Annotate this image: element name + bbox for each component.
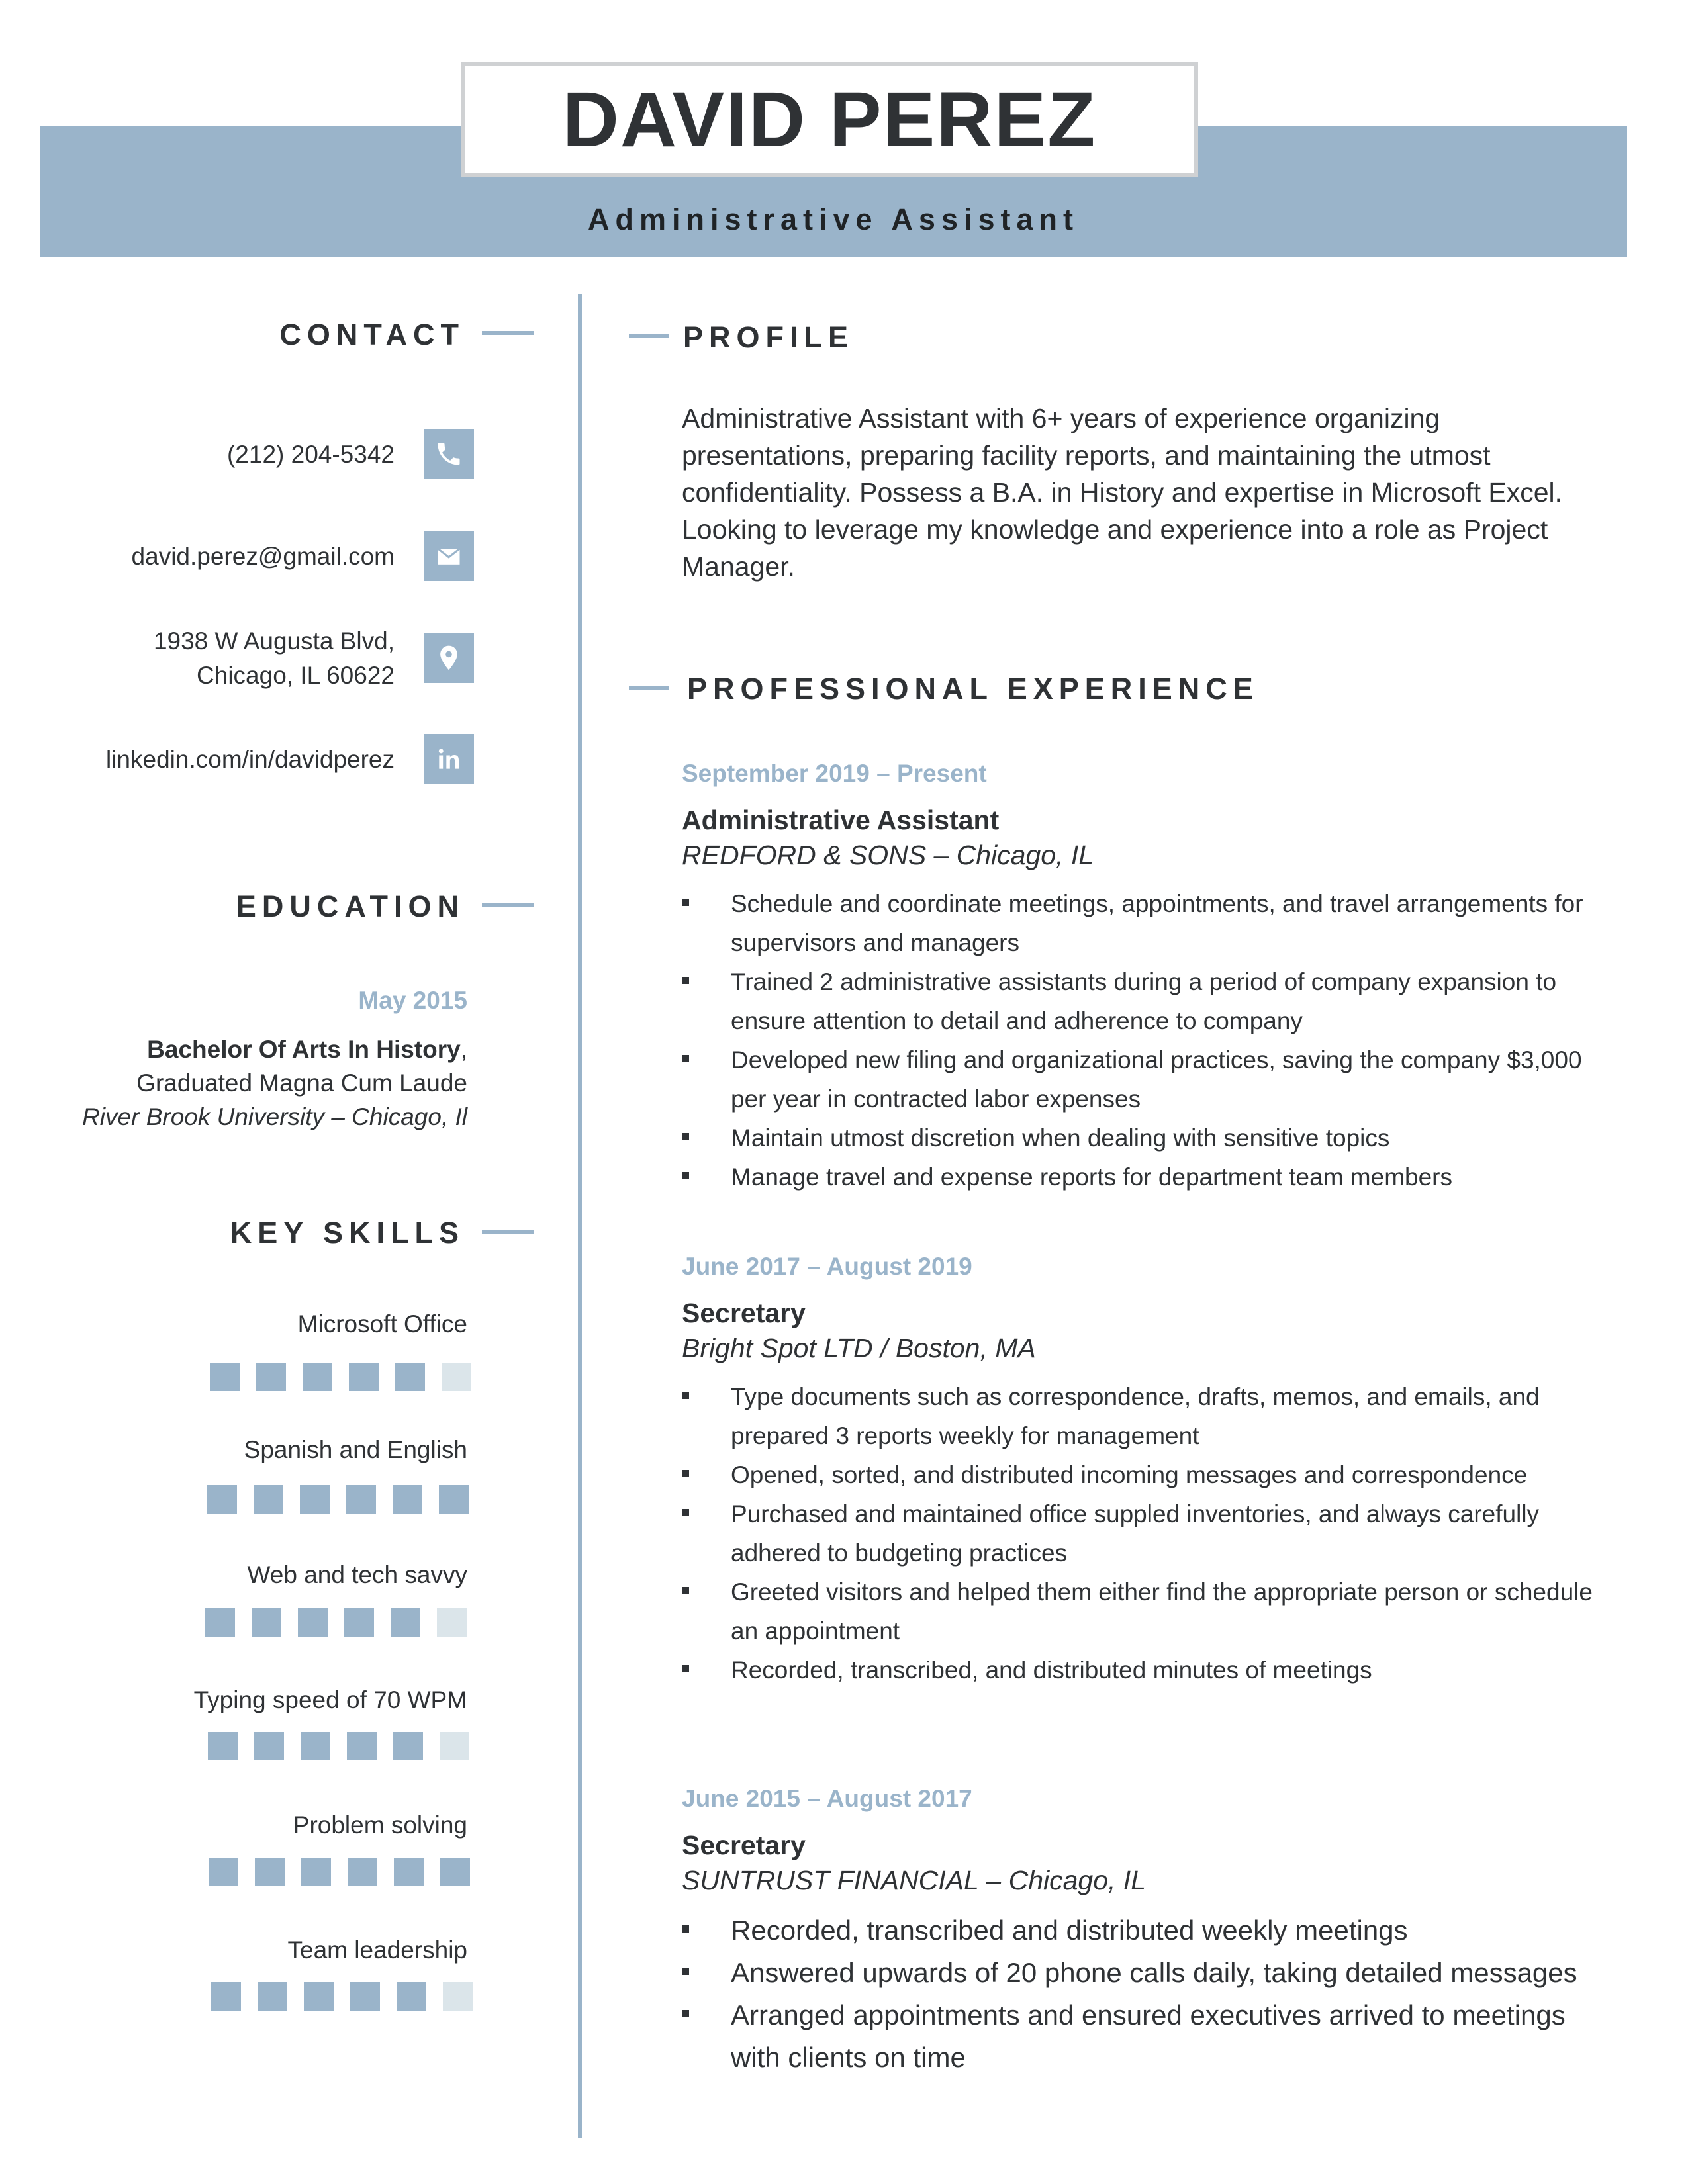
skill-square-filled	[350, 1982, 380, 2011]
education-date: May 2015	[358, 987, 467, 1014]
bullet-marker	[682, 1172, 689, 1179]
job-bullets	[682, 884, 1609, 1197]
bullet-item	[682, 1994, 1609, 2079]
skill-square-filled	[393, 1485, 422, 1514]
column-divider	[578, 294, 582, 2138]
bullet-item	[682, 1118, 1609, 1158]
education-honors: Graduated Magna Cum Laude	[136, 1069, 467, 1097]
skill-square-filled	[391, 1608, 420, 1637]
skill-square-filled	[395, 1363, 425, 1391]
job-bullets	[682, 1377, 1609, 1690]
bullet-marker	[682, 2010, 689, 2017]
phone-text: (212) 204-5342	[226, 441, 395, 468]
job-dates: September 2019 – Present	[682, 760, 987, 787]
bullet-text: Trained 2 administrative assistants during a period of company expansion to ensure attention to detail and adherence to company	[731, 968, 1557, 1034]
bullet-text: Opened, sorted, and distributed incoming messages and correspondence	[731, 1461, 1528, 1488]
job-role: Secretary	[682, 1830, 806, 1860]
skill-square-empty	[440, 1732, 469, 1760]
job-title: Administrative Assistant	[588, 203, 1079, 236]
skill-rating	[210, 1363, 471, 1391]
contact-heading: CONTACT	[279, 318, 465, 351]
linkedin-text: linkedin.com/in/davidperez	[105, 746, 395, 773]
bullet-item	[682, 1651, 1609, 1690]
name-box	[461, 62, 1198, 177]
bullet-item	[682, 1377, 1609, 1455]
skill-square-empty	[443, 1982, 473, 2011]
skill-square-filled	[209, 1858, 238, 1886]
skill-square-filled	[346, 1485, 376, 1514]
skill-square-filled	[256, 1363, 286, 1391]
skill-label: Typing speed of 70 WPM	[193, 1686, 467, 1713]
bullet-marker	[682, 1925, 689, 1933]
skill-square-filled	[393, 1732, 423, 1760]
education-school: River Brook University – Chicago, Il	[82, 1103, 467, 1130]
job-role: Secretary	[682, 1298, 806, 1328]
address-line1: 1938 W Augusta Blvd,	[153, 627, 395, 655]
job-dates: June 2015 – August 2017	[682, 1785, 972, 1812]
skill-square-filled	[439, 1485, 469, 1514]
skill-rating	[207, 1485, 469, 1514]
bullet-item	[682, 1572, 1609, 1651]
experience-heading-dash	[629, 686, 669, 690]
bullet-marker	[682, 899, 689, 906]
education-heading-dash	[482, 903, 534, 907]
skill-square-filled	[208, 1732, 238, 1760]
skills-heading-dash	[482, 1230, 534, 1234]
skill-square-filled	[349, 1363, 379, 1391]
address-line2: Chicago, IL 60622	[197, 662, 395, 689]
job-role: Administrative Assistant	[682, 805, 1000, 835]
skill-square-filled	[254, 1732, 284, 1760]
bullet-item	[682, 1494, 1609, 1572]
bullet-text: Arranged appointments and ensured executives arrived to meetings with clients on time	[731, 1999, 1566, 2073]
skill-label: Problem solving	[293, 1811, 467, 1839]
skill-rating	[205, 1608, 467, 1637]
bullet-marker	[682, 1587, 689, 1594]
bullet-item	[682, 1455, 1609, 1494]
experience-heading: PROFESSIONAL EXPERIENCE	[687, 672, 1259, 705]
bullet-item	[682, 884, 1609, 962]
skill-square-empty	[437, 1608, 467, 1637]
bullet-marker	[682, 1133, 689, 1140]
bullet-text: Recorded, transcribed, and distributed minutes of meetings	[731, 1657, 1372, 1684]
skill-square-filled	[210, 1363, 240, 1391]
education-heading: EDUCATION	[236, 889, 465, 923]
bullet-text: Type documents such as correspondence, drafts, memos, and emails, and prepared 3 reports weekly for management	[731, 1383, 1540, 1449]
phone-icon	[424, 429, 474, 479]
bullet-marker	[682, 1392, 689, 1399]
skill-square-filled	[211, 1982, 241, 2011]
bullet-marker	[682, 1470, 689, 1477]
location-pin-icon	[424, 633, 474, 683]
skill-square-filled	[207, 1485, 237, 1514]
job-dates: June 2017 – August 2019	[682, 1253, 972, 1280]
skill-square-filled	[348, 1858, 377, 1886]
skill-square-filled	[304, 1982, 334, 2011]
bullet-text: Maintain utmost discretion when dealing with sensitive topics	[731, 1124, 1390, 1152]
job-company: REDFORD & SONS – Chicago, IL	[682, 840, 1094, 870]
skill-square-empty	[442, 1363, 471, 1391]
profile-summary: Administrative Assistant with 6+ years of experience organizing presentations, preparing facility reports, and maintaining the utmost confidentiality. Possess a B.A. in History and expertise in Microsoft Excel. Looking to leverage my knowledge and experience into a role as Project Manager.	[682, 403, 1563, 582]
bullet-text: Greeted visitors and helped them either find the appropriate person or schedule an appointment	[731, 1578, 1593, 1645]
job-company: SUNTRUST FINANCIAL – Chicago, IL	[682, 1865, 1147, 1895]
email-text: david.perez@gmail.com	[131, 543, 395, 570]
bullet-item	[682, 1909, 1609, 1952]
job-company: Bright Spot LTD / Boston, MA	[682, 1333, 1036, 1363]
skill-square-filled	[397, 1982, 426, 2011]
skill-label: Microsoft Office	[297, 1310, 467, 1338]
skill-square-filled	[258, 1982, 287, 2011]
skill-label: Team leadership	[287, 1936, 467, 1964]
skill-rating	[209, 1858, 470, 1886]
bullet-text: Recorded, transcribed and distributed weekly meetings	[731, 1915, 1408, 1946]
skill-label: Spanish and English	[244, 1436, 467, 1463]
skill-square-filled	[440, 1858, 470, 1886]
bullet-item	[682, 1952, 1609, 1994]
skill-square-filled	[301, 1858, 331, 1886]
bullet-text: Answered upwards of 20 phone calls daily, taking detailed messages	[731, 1957, 1577, 1988]
education-degree: Bachelor Of Arts In History	[147, 1036, 461, 1063]
bullet-item	[682, 962, 1609, 1040]
bullet-marker	[682, 1509, 689, 1516]
job-entry	[682, 760, 1609, 1197]
skill-square-filled	[300, 1485, 330, 1514]
bullet-marker	[682, 1968, 689, 1975]
skill-square-filled	[252, 1608, 281, 1637]
bullet-marker	[682, 1055, 689, 1062]
profile-heading: PROFILE	[683, 320, 855, 354]
skill-square-filled	[303, 1363, 332, 1391]
mail-icon	[424, 531, 474, 581]
bullet-item	[682, 1158, 1609, 1197]
contact-heading-dash	[482, 331, 534, 335]
job-bullets	[682, 1909, 1609, 2079]
bullet-text: Developed new filing and organizational practices, saving the company $3,000 per year in contracted labor expenses	[731, 1046, 1582, 1113]
bullet-text: Purchased and maintained office suppled inventories, and always carefully adhered to budgeting practices	[731, 1500, 1540, 1567]
bullet-marker	[682, 977, 689, 984]
skill-rating	[208, 1732, 469, 1760]
skill-label: Web and tech savvy	[247, 1561, 467, 1588]
skill-square-filled	[394, 1858, 424, 1886]
education-degree-line	[147, 1032, 467, 1066]
skill-square-filled	[255, 1858, 285, 1886]
bullet-text: Manage travel and expense reports for department team members	[731, 1163, 1453, 1191]
education-degree-suffix: ,	[460, 1036, 467, 1063]
skill-square-filled	[301, 1732, 330, 1760]
job-entry	[682, 1253, 1609, 1690]
profile-heading-dash	[629, 334, 669, 338]
skill-square-filled	[205, 1608, 235, 1637]
skill-square-filled	[344, 1608, 374, 1637]
bullet-text: Schedule and coordinate meetings, appointments, and travel arrangements for supervisors and managers	[731, 890, 1583, 956]
skill-rating	[211, 1982, 473, 2011]
job-entry	[682, 1785, 1609, 2079]
bullet-marker	[682, 1665, 689, 1672]
linkedin-icon	[424, 734, 474, 784]
skill-square-filled	[298, 1608, 328, 1637]
bullet-item	[682, 1040, 1609, 1118]
skill-square-filled	[347, 1732, 377, 1760]
skill-square-filled	[254, 1485, 283, 1514]
skills-heading: KEY SKILLS	[230, 1216, 465, 1250]
candidate-name: DAVID PEREZ	[562, 76, 1097, 163]
